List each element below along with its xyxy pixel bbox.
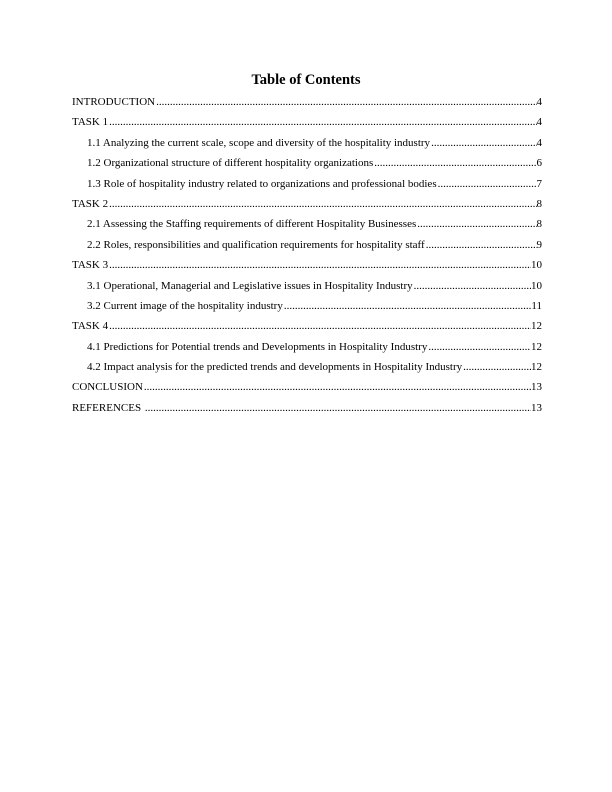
toc-entry-task-3[interactable] (72, 258, 542, 278)
toc-entry-text: 4.1 Predictions for Potential trends and Developments in Hospitality Industry (87, 340, 428, 353)
toc-entry-task-2[interactable] (72, 197, 542, 217)
toc-dot-leader (109, 115, 536, 129)
toc-page-number: 13 (531, 381, 542, 394)
toc-page-number: 12 (531, 320, 542, 333)
toc-dot-leader (109, 197, 536, 211)
toc-entry-text: INTRODUCTION (72, 96, 156, 108)
toc-entry-1-3[interactable] (72, 177, 542, 197)
toc-dot-leader (156, 95, 536, 109)
toc-entry-3-2[interactable] (72, 299, 542, 319)
toc-dot-leader (144, 380, 531, 394)
toc-dot-leader (109, 319, 531, 333)
toc-dot-leader (417, 217, 536, 231)
toc-entry-4-2[interactable] (72, 360, 542, 380)
toc-page-number: 12 (531, 361, 542, 374)
toc-dot-leader (414, 279, 531, 293)
toc-entry-text: TASK 4 (72, 320, 109, 333)
toc-list (72, 95, 542, 421)
toc-entry-text: 2.1 Assessing the Staffing requirements of different Hospitality Businesses (87, 218, 417, 231)
toc-dot-leader (109, 258, 531, 272)
toc-dot-leader (438, 177, 537, 191)
toc-page-number: 9 (536, 238, 542, 251)
toc-entry-task-1[interactable] (72, 115, 542, 135)
toc-entry-text: TASK 1 (72, 116, 109, 129)
toc-entry-text: TASK 3 (72, 259, 109, 272)
toc-page-number: 4 (536, 116, 542, 129)
toc-entry-2-1[interactable] (72, 217, 542, 237)
toc-entry-references[interactable] (72, 401, 542, 421)
toc-title: Table of Contents (251, 72, 361, 88)
toc-entry-text: 2.2 Roles, responsibilities and qualification requirements for hospitality staff (87, 238, 425, 251)
toc-page-number: 10 (531, 279, 542, 292)
toc-entry-text: TASK 2 (72, 197, 109, 210)
toc-page-number: 4 (536, 96, 542, 108)
toc-entry-text: REFERENCES (72, 401, 144, 414)
toc-page-number: 6 (536, 157, 542, 170)
toc-dot-leader (284, 299, 532, 313)
toc-entry-text: 3.2 Current image of the hospitality industry (87, 299, 283, 312)
toc-dot-leader (426, 238, 537, 252)
toc-page-number: 12 (531, 340, 542, 353)
toc-entry-text: 4.2 Impact analysis for the predicted trends and developments in Hospitality Industry (87, 361, 463, 374)
toc-page-number: 8 (536, 197, 542, 210)
toc-entry-2-2[interactable] (72, 238, 542, 258)
toc-page-number: 4 (536, 136, 542, 149)
toc-entry-3-1[interactable] (72, 279, 542, 299)
toc-page-number: 13 (531, 401, 542, 414)
toc-dot-leader (463, 360, 531, 374)
toc-entry-introduction[interactable] (72, 95, 542, 115)
toc-page-number: 11 (531, 299, 542, 312)
toc-entry-4-1[interactable] (72, 340, 542, 360)
toc-dot-leader (431, 136, 536, 150)
toc-page-number: 8 (536, 218, 542, 231)
toc-page-number: 10 (531, 259, 542, 272)
toc-entry-text: 3.1 Operational, Managerial and Legislative issues in Hospitality Industry (87, 279, 413, 292)
toc-dot-leader (374, 156, 536, 170)
toc-dot-leader (428, 340, 531, 354)
toc-entry-1-1[interactable] (72, 136, 542, 156)
toc-entry-text: 1.1 Analyzing the current scale, scope and diversity of the hospitality industry (87, 136, 431, 149)
toc-entry-task-4[interactable] (72, 319, 542, 339)
toc-entry-text: 1.2 Organizational structure of different hospitality organizations (87, 157, 374, 170)
toc-entry-1-2[interactable] (72, 156, 542, 176)
toc-entry-conclusion[interactable] (72, 380, 542, 400)
toc-dot-leader (145, 401, 531, 415)
toc-entry-text: 1.3 Role of hospitality industry related to organizations and professional bodies (87, 177, 437, 190)
toc-entry-text: CONCLUSION (72, 381, 143, 394)
toc-page-number: 7 (536, 177, 542, 190)
